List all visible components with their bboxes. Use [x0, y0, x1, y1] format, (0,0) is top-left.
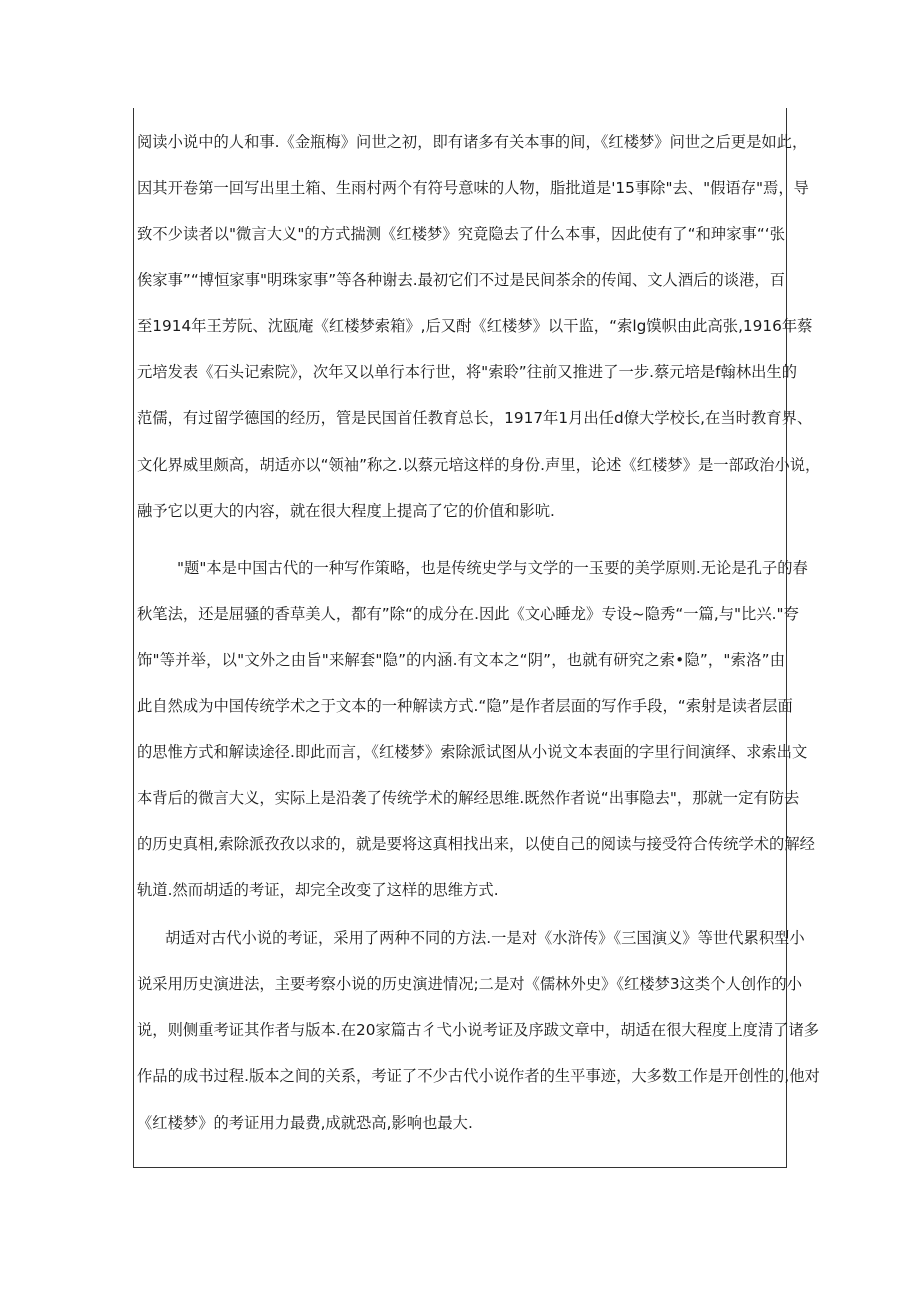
text-line: 秋笔法，还是屈骚的香草美人，都有”除“的成分在.因此《文心睡龙》专设~隐秀“一篇,与"比兴."夸: [137, 605, 799, 623]
text-line: 至1914年王芳阮、沈瓯庵《红楼梦索箱》,后又酎《红楼梦》以干监，“索lg馍帜由此高张,1916年蔡: [137, 317, 813, 335]
text-line: 《红楼梦》的考证用力最费,成就恐高,影响也最大.: [137, 1114, 473, 1132]
text-line: 作品的成书过程.版本之间的关系，考证了不少古代小说作者的生平事迹，大多数工作是开创性的,他对: [137, 1067, 820, 1085]
text-line: 的思惟方式和解读途径.即此而言，《红楼梦》索除派试图从小说文本表面的字里行间演绎、求索出文: [137, 743, 808, 761]
text-line: 因其开卷第一回写出里土箱、生雨村两个有符号意味的人物，脂批道是'15事除"去、"假语存"焉，导: [137, 179, 809, 197]
text-line: 致不少读者以"微言大义"的方式揣测《红楼梦》究竟隐去了什么本事，因此使有了“和珅家事“‘张: [137, 225, 785, 243]
text-line: 此自然成为中国传统学术之于文本的一种解读方式.“隐”是作者层面的写作手段，“索射是读者层面: [137, 697, 793, 715]
text-line: 元培发表《石头记索院》，次年又以单行本行世，将"索聆”往前又推进了一步.蔡元培是f翰林出生的: [137, 363, 798, 381]
text-line: 的历史真相,索除派孜孜以求的，就是要将这真相找出来，以使自己的阅读与接受符合传统学术的解经: [137, 835, 815, 853]
text-line: 文化界威里颇高，胡适亦以“领袖”称之.以蔡元培这样的身份.声里，论述《红楼梦》是一部政治小说，: [137, 456, 821, 474]
document-page: [133, 108, 821, 1168]
text-line: 本背后的微言大义，实际上是沿袭了传统学术的解经思维.既然作者说“出事隐去"，那就一定有防去: [137, 789, 800, 807]
text-line: 说，则侧重考证其作者与版本.在20家篇古彳弋小说考证及序跋文章中，胡适在很大程度上度清了诸多: [137, 1021, 820, 1039]
text-line: 阅读小说中的人和事.《金瓶梅》问世之初，即有诸多有关本事的间，《红楼梦》问世之后更是如此，: [137, 133, 808, 151]
text-line: 饰"等并举，以"文外之由旨"来解套"隐”的内涵.有文本之“阴”，也就有研究之索•隐”，"索洛”由: [137, 651, 785, 669]
text-line: 胡适对古代小说的考证，采用了两种不同的方法.一是对《水浒传》《三国演义》等世代累积型小: [165, 929, 805, 947]
text-line: 轨道.然而胡适的考证，却完全改变了这样的思维方式.: [137, 881, 499, 899]
text-line: 融予它以更大的内容，就在很大程度上提高了它的价值和影吭.: [137, 502, 555, 520]
text-line: 范儒，有过留学德国的经历，管是民国首任教育总长，1917年1月出任d僚大学校长,在当时教育界、: [137, 409, 813, 427]
text-line: 说采用历史演进法，主要考察小说的历史演进情况;二是对《儒林外史》《红楼梦3这类个人创作的小: [137, 975, 803, 993]
text-line: 俟家事”“博恒家事"明珠家事”等各种谢去.最初它们不过是民间茶余的传闻、文人酒后的谈港，百: [137, 271, 785, 289]
text-line: "题"本是中国古代的一种写作策略，也是传统史学与文学的一玉要的美学原则.无论是孔子的春: [177, 559, 808, 577]
